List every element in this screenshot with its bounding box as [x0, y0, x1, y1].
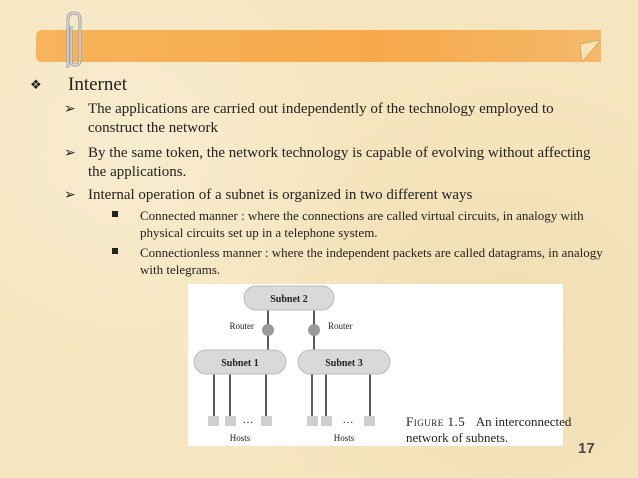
- page-fold-corner: [572, 30, 601, 62]
- sub-bullet-3-text: Internal operation of a subnet is organized in two different ways: [88, 187, 473, 203]
- figure-caption-label: Figure 1.5: [406, 414, 466, 429]
- figure-caption: [406, 414, 576, 446]
- subnet-2-node: [244, 286, 334, 310]
- page-number: 17: [578, 440, 595, 457]
- router-left-label: Router: [229, 321, 254, 331]
- hosts-left-group: [208, 416, 272, 426]
- subnet-3-label: Subnet 3: [325, 358, 363, 369]
- square-bullet-icon: [112, 211, 118, 217]
- hosts-left-ellipsis: …: [242, 414, 254, 426]
- sub-bullet-2-text: By the same token, the network technology is capable of evolving without affecting the applications.: [88, 145, 591, 180]
- diamond-bullet-icon: ❖: [30, 77, 42, 92]
- router-left-icon: [262, 324, 274, 336]
- subsub-bullet-1-text: Connected manner : where the connections are called virtual circuits, in analogy with physical circuits set up in a telephone system.: [140, 208, 584, 240]
- subnet-3-node: [298, 350, 390, 374]
- paperclip-icon: [60, 10, 86, 72]
- router-right-label: Router: [328, 321, 353, 331]
- arrow-bullet-icon: ➢: [64, 102, 76, 117]
- bullet-main-text: Internet: [68, 74, 128, 95]
- subsub-bullet-2-text: Connectionless manner : where the independent packets are called datagrams, in analogy with telegrams.: [140, 245, 603, 277]
- subnet-2-label: Subnet 2: [270, 294, 308, 305]
- square-bullet-icon: [112, 248, 118, 254]
- hosts-right-group: [307, 416, 375, 426]
- hosts-right-ellipsis: …: [342, 414, 354, 426]
- hosts-left-label: Hosts: [229, 433, 251, 443]
- subnet-1-label: Subnet 1: [221, 358, 259, 369]
- router-right-icon: [308, 324, 320, 336]
- arrow-bullet-icon: ➢: [64, 188, 76, 203]
- sub-bullet-1-text: The applications are carried out independently of the technology employed to construct the network: [88, 101, 554, 136]
- title-bar: [36, 30, 601, 62]
- subnet-1-node: [194, 350, 286, 374]
- hosts-right-label: Hosts: [333, 433, 355, 443]
- arrow-bullet-icon: ➢: [64, 146, 76, 161]
- figure-caption-text: An interconnected network of subnets.: [406, 414, 572, 445]
